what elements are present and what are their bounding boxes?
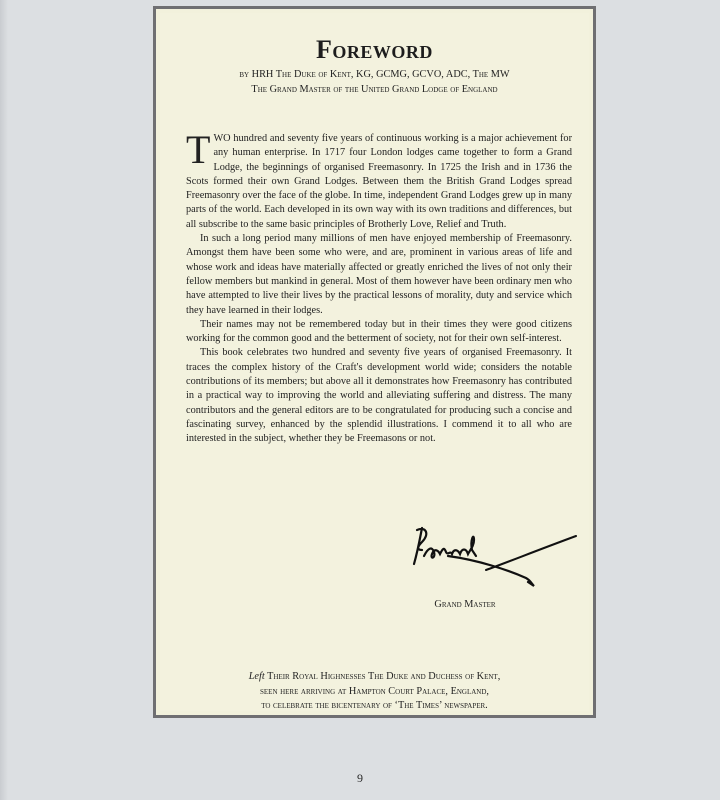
byline [170,67,579,97]
caption-line-1 [180,670,569,685]
paragraph-3: Their names may not be remembered today but in their times they were good citizens working for the common good and the betterment of society, not for their own self-interest. [186,318,572,345]
page-title: Foreword [316,35,433,64]
foreword-body [186,127,572,447]
paragraph-2: In such a long period many millions of men have enjoyed membership of Freemasonry. Amongst them have been some who were, and are, prominent in various areas of life and whose work and ideas have materially affected or greatly enriched the lives of not only their fellow members but mankind in general. Most of them however have been ordinary men who have attempted to live their lives by the practical lessons of morality, duty and service which they have learned in their lodges. [186,233,572,316]
foreword-paper [160,13,589,711]
photo-caption [180,670,569,714]
paragraph-1-text: hundred and seventy five years of continuous working is a major achievement for any human enterprise. In 1717 four London lodges came together to form a Grand Lodge, the beginnings of organised Freemasonry. In 1725 the Irish and in 1736 the Scots formed their own Grand Lodges. Between them the British Grand Lodges spread Freemasonry over the face of the globe. In time, independent Grand Lodges grew up in many parts of the world. Each developed in its own way with its own traditions and differences, but all subscribe to the same basic principles of Brotherly Love, Relief and Truth. [186,133,572,230]
byline-author: by HRH The Duke of Kent, KG, GCMG, GCVO, ADC, The MW [239,69,510,80]
signature-image [408,520,582,592]
foreword-panel [153,6,596,718]
paragraph-1 [186,127,572,232]
drop-cap: T [186,127,211,172]
caption-lead: Left [248,671,265,682]
caption-line-3: to celebrate the bicentenary of ‘The Times’ newspaper. [261,700,488,711]
paragraph-1-smallcaps: WO [213,133,231,144]
page-number: 9 [357,771,363,785]
paragraph-4: This book celebrates two hundred and seventy five years of organised Freemasonry. It traces the complex history of the Craft's development world wide; considers the notable contributions of its members; but above all it demonstrates how Freemasonry has contributed in a practical way to improving the world and alleviating suffering and distress. The many contributors and the general editors are to be congratulated for producing such a concise and fascinating survey, enhanced by the splendid illustrations. I commend it to all who are interested in the subject, whether they be Freemasons or not. [186,347,572,445]
caption-text-1: Their Royal Highnesses The Duke and Duchess of Kent, [267,671,501,682]
book-gutter [0,0,8,800]
signer-title: Grand Master [434,599,496,610]
caption-line-2: seen here arriving at Hampton Court Palace, England, [260,685,489,697]
byline-role: The Grand Master of the United Grand Lodge of England [251,84,498,95]
